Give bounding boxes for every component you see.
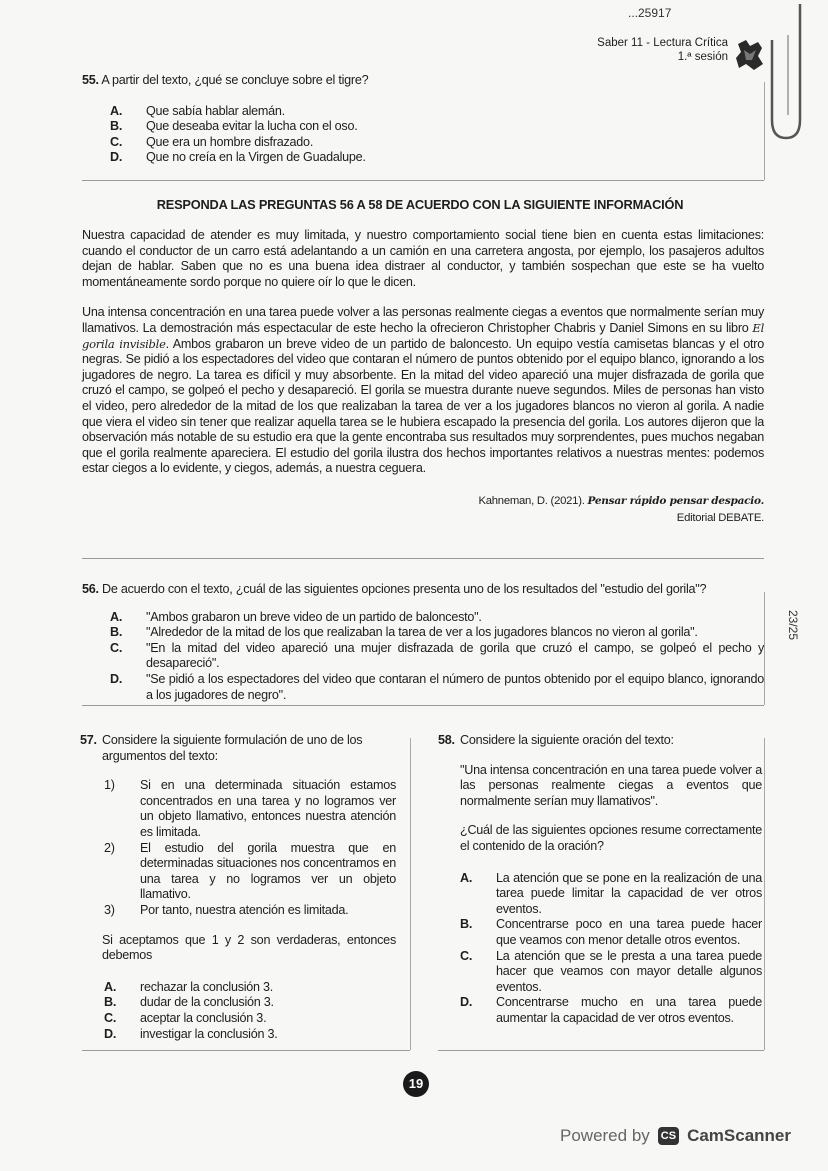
divider <box>82 180 764 181</box>
passage-paragraph-1: Nuestra capacidad de atender es muy limitada, y nuestro comportamiento social tiene bien en cuenta estas limitaciones: cuando el conductor de un carro está adelantando a un camión en una carretera angosta, por ejemplo, los pasajeros adultos dejan de hablar. Saben que no es una buena idea distraer al conductor, y también sospechan que este se ha vuelto momentáneamente sordo porque no quiere oír lo que le dicen. <box>82 228 764 289</box>
option-b <box>110 119 682 135</box>
premise-text: Si en una determinada situación estamos concentrados en una tarea y no logramos ver un objeto llamativo, entonces nuestra atención es limitada. <box>140 778 396 839</box>
question-text: Considere la siguiente oración del texto: <box>460 733 674 747</box>
option-d <box>110 150 682 166</box>
option-text: Que no creía en la Virgen de Guadalupe. <box>146 150 366 165</box>
reading-passage <box>82 228 764 527</box>
premise-number: 2) <box>104 840 115 855</box>
question-55 <box>82 73 682 166</box>
quoted-sentence: "Una intensa concentración en una tarea puede volver a las personas realmente ciegas a eventos que normalmente serían muy llamativos". <box>460 762 762 808</box>
question-number: 56. <box>82 582 99 596</box>
option-text: Que deseaba evitar la lucha con el oso. <box>146 119 358 134</box>
divider <box>438 1050 764 1051</box>
option-text: "Alrededor de la mitad de los que realizaban la tarea de ver a los jugadores blancos no vieron al gorila". <box>146 625 698 640</box>
option-text: dudar de la conclusión 3. <box>140 995 274 1010</box>
document-code: ...25917 <box>628 6 672 20</box>
question-57 <box>80 733 396 1042</box>
option-a <box>104 980 396 996</box>
option-letter: A. <box>110 103 123 118</box>
option-letter: C. <box>460 948 473 963</box>
option-text: "En la mitad del video apareció una mujer disfrazada de gorila que cruzó el campo, se golpeó el pecho y desapareció". <box>146 640 764 671</box>
citation-title: Pensar rápido pensar despacio. <box>587 494 764 507</box>
premise-3 <box>104 903 396 919</box>
option-text: Que era un hombre disfrazado. <box>146 134 314 149</box>
question-text: De acuerdo con el texto, ¿cuál de las siguientes opciones presenta uno de los resultados del "estudio del gorila"? <box>102 582 707 596</box>
option-text: aceptar la conclusión 3. <box>140 1010 267 1025</box>
divider <box>82 705 764 706</box>
option-letter: B. <box>104 995 117 1010</box>
option-c <box>104 1011 396 1027</box>
option-b <box>460 917 762 948</box>
book-title: El gorila invisible <box>82 320 764 351</box>
citation <box>82 493 764 527</box>
question-text: Considere la siguiente formulación de uno de los argumentos del texto: <box>102 733 363 763</box>
passage-text: Una intensa concentración en una tarea puede volver a las personas realmente ciegas a eventos que normalmente serían muy llamativos. La demostración más espectacular de este hecho la ofrecieron Christopher Chabris y Daniel Simons en su libro <box>82 305 764 335</box>
question-number: 58. <box>438 733 455 747</box>
divider <box>82 558 764 559</box>
option-b <box>104 995 396 1011</box>
option-c <box>110 641 764 672</box>
option-letter: D. <box>104 1026 117 1041</box>
paper-clip-icon <box>758 0 808 145</box>
question-prompt: ¿Cuál de las siguientes opciones resume correctamente el contenido de la oración? <box>460 823 762 853</box>
citation-publisher: Editorial DEBATE. <box>676 511 764 524</box>
question-58 <box>438 733 762 1027</box>
camscanner-logo-icon: CS <box>658 1127 679 1145</box>
divider <box>764 592 765 705</box>
exam-session: 1.ª sesión <box>677 51 728 63</box>
option-d <box>104 1027 396 1043</box>
premise-number: 3) <box>104 902 115 917</box>
option-d <box>110 672 764 703</box>
option-letter: C. <box>104 1010 117 1025</box>
option-text: Concentrarse poco en una tarea puede hacer que veamos con menor detalle otros eventos. <box>496 917 762 947</box>
column-divider <box>410 738 411 1050</box>
option-c <box>460 949 762 996</box>
passage-paragraph-2 <box>82 305 764 477</box>
divider <box>764 738 765 1050</box>
option-letter: A. <box>110 609 123 624</box>
premise-text: Por tanto, nuestra atención es limitada. <box>140 902 349 917</box>
passage-text: . Ambos grabaron un breve video de un partido de baloncesto. Un equipo vestía camisetas blancas y el otro negras. Se pidió a los espectadores del video que contaran el número de puntos obtenido por el equipo blanco, ignorando a los jugadores de negro. La tarea es difícil y muy absorbente. En la mitad del video apareció una mujer disfrazada de gorila que cruzó el campo, se golpeó el pecho y desapareció. El gorila se muestra durante nueve segundos. Miles de personas han visto el video, pero alrededor de la mitad de los que realizaban la tarea de ver a los jugadores blancos no vieron al gorila. A nadie que viera el video sin tener que realizar aquella tarea se le hubiera escapado la presencia del gorila. Los autores dijeron que la observación más notable de su estudio era que la gente encontraba sus resultados muy sorprendentes, pues muchos negaban que el gorila realmente apareciera. El estudio del gorila ilustra dos hechos importantes relativos a nuestras mentes: podemos estar ciegos a lo evidente, y ciegos, además, a nuestra ceguera. <box>82 336 765 476</box>
question-number: 57. <box>80 733 97 747</box>
citation-author: Kahneman, D. (2021). <box>478 494 588 507</box>
option-text: Que sabía hablar alemán. <box>146 103 285 118</box>
option-text: "Se pidió a los espectadores del video que contaran el número de puntos obtenido por el equipo blanco, ignorando a los jugadores de negro". <box>146 671 764 702</box>
divider <box>764 82 765 180</box>
instruction-heading: RESPONDA LAS PREGUNTAS 56 A 58 DE ACUERDO CON LA SIGUIENTE INFORMACIÓN <box>156 197 684 212</box>
option-text: Concentrarse mucho en una tarea puede aumentar la capacidad de ver otros eventos. <box>496 995 762 1025</box>
camscanner-brand: CamScanner <box>687 1126 791 1145</box>
option-text: La atención que se le presta a una tarea puede hacer que veamos con mayor detalle algunos eventos. <box>496 948 762 994</box>
option-letter: D. <box>110 671 123 686</box>
option-letter: D. <box>460 995 473 1010</box>
option-text: rechazar la conclusión 3. <box>140 979 274 994</box>
option-c <box>110 135 682 151</box>
option-text: investigar la conclusión 3. <box>140 1026 278 1041</box>
question-text: A partir del texto, ¿qué se concluye sobre el tigre? <box>101 73 369 87</box>
option-letter: A. <box>460 870 473 885</box>
option-text: "Ambos grabaron un breve video de un partido de baloncesto". <box>146 609 482 624</box>
premise-number: 1) <box>104 778 115 793</box>
option-letter: C. <box>110 640 123 655</box>
question-prompt: Si aceptamos que 1 y 2 son verdaderas, entonces debemos <box>102 932 396 963</box>
option-d <box>460 995 762 1026</box>
premise-1 <box>104 778 396 840</box>
exam-header <box>597 36 728 64</box>
premise-text: El estudio del gorila muestra que en determinadas situaciones nos concentramos en una tarea y no logramos ver un objeto llamativo. <box>140 840 396 902</box>
option-letter: D. <box>110 150 123 165</box>
question-number: 55. <box>82 73 99 87</box>
option-a <box>110 610 764 626</box>
premise-2 <box>104 841 396 903</box>
option-b <box>110 625 764 641</box>
side-page-number: 23/25 <box>786 610 800 641</box>
option-letter: C. <box>110 134 123 149</box>
divider <box>82 1050 410 1051</box>
option-letter: B. <box>460 917 473 932</box>
question-56 <box>82 582 764 703</box>
exam-title: Saber 11 - Lectura Crítica <box>597 37 728 49</box>
option-a <box>110 104 682 120</box>
powered-by-label: Powered by <box>560 1126 650 1145</box>
camscanner-watermark <box>560 1126 791 1146</box>
option-letter: B. <box>110 625 123 640</box>
option-text: La atención que se pone en la realización de una tarea puede limitar la capacidad de ver otros eventos. <box>496 870 762 916</box>
option-a <box>460 871 762 918</box>
option-letter: B. <box>110 119 123 134</box>
page-number-badge: 19 <box>403 1071 429 1097</box>
option-letter: A. <box>104 979 117 994</box>
